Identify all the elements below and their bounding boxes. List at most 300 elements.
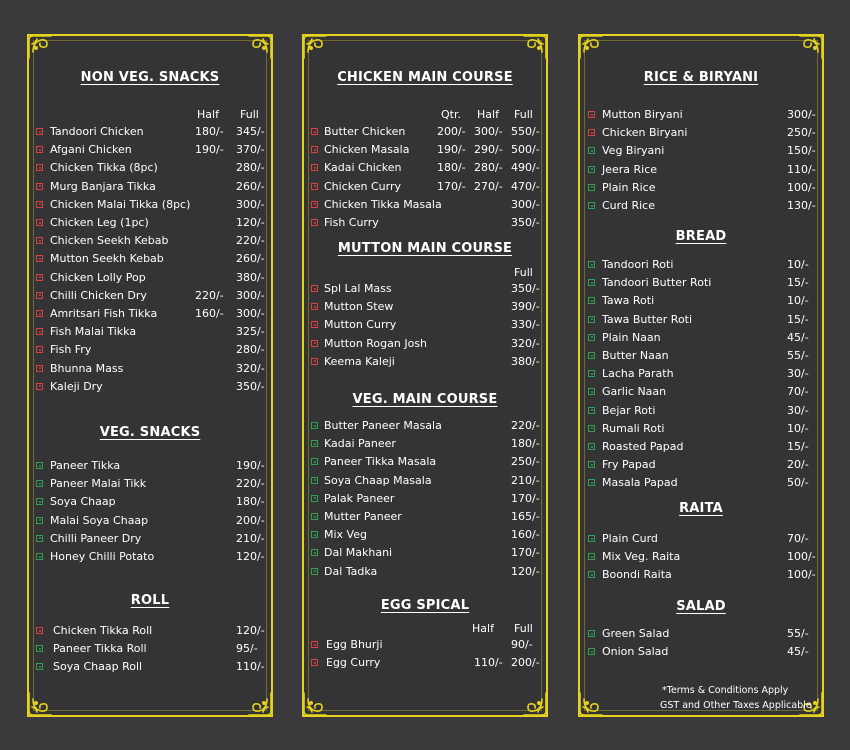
menu-item xyxy=(304,509,546,525)
menu-item-name: Butter Naan xyxy=(602,349,669,362)
menu-item-price: 380/- xyxy=(236,270,265,284)
non-veg-icon xyxy=(36,201,43,208)
non-veg-icon xyxy=(311,659,318,666)
menu-item-price: 180/- xyxy=(437,161,466,175)
menu-item-price: 15/- xyxy=(787,276,809,290)
menu-item-price: 110/- xyxy=(787,162,816,176)
menu-item-price: 180/- xyxy=(511,437,540,451)
menu-item-name: Paneer Tikka Masala xyxy=(324,455,437,469)
veg-icon xyxy=(588,461,595,468)
veg-icon xyxy=(588,479,595,486)
veg-icon xyxy=(588,648,595,655)
veg-icon xyxy=(588,166,595,173)
menu-item-price: 280/- xyxy=(236,343,265,357)
veg-icon xyxy=(588,352,595,359)
menu-item xyxy=(304,124,546,140)
menu-item-price: 160/- xyxy=(195,307,224,320)
menu-item xyxy=(580,457,822,473)
menu-item-price: 345/- xyxy=(236,125,265,138)
menu-item xyxy=(580,312,822,328)
terms-text: *Terms & Conditions Apply xyxy=(662,685,789,696)
veg-icon xyxy=(588,553,595,560)
column-header xyxy=(304,621,546,637)
menu-item-name: Mix Veg xyxy=(324,528,367,542)
menu-item-name: Lacha Parath xyxy=(602,367,674,381)
menu-item-price: 220/- xyxy=(195,288,224,302)
menu-item xyxy=(304,454,546,470)
menu-panel-left xyxy=(27,34,273,717)
menu-item-name: Soya Chaap Masala xyxy=(324,473,432,487)
menu-item-price: 50/- xyxy=(787,476,809,490)
menu-item-price: 90/- xyxy=(511,638,533,651)
menu-item xyxy=(580,366,822,382)
menu-item xyxy=(580,275,822,291)
menu-item-price: 200/- xyxy=(236,513,265,527)
non-veg-icon xyxy=(36,365,43,372)
menu-item-price: 100/- xyxy=(787,568,816,582)
menu-item-name: Mutter Paneer xyxy=(324,510,402,523)
menu-item-name: Chilli Chicken Dry xyxy=(50,288,147,302)
menu-item xyxy=(29,549,271,565)
menu-item-price: 220/- xyxy=(236,234,265,248)
corner-ornament-icon xyxy=(578,34,604,60)
section-title-salad: SALAD xyxy=(676,599,726,614)
veg-icon xyxy=(588,184,595,191)
menu-item-name: Chicken Lolly Pop xyxy=(50,270,146,284)
menu-item xyxy=(29,379,271,395)
column-header xyxy=(29,107,271,123)
menu-item-name: Amritsari Fish Tikka xyxy=(50,307,158,320)
veg-icon xyxy=(36,480,43,487)
menu-item-name: Chicken Tikka Masala xyxy=(324,197,442,211)
corner-ornament-icon xyxy=(302,691,328,717)
menu-item-price: 45/- xyxy=(787,330,809,344)
menu-item-name: Jeera Rice xyxy=(602,162,658,176)
menu-item-price: 170/- xyxy=(511,491,540,505)
non-veg-icon xyxy=(311,201,318,208)
menu-item-price: 30/- xyxy=(787,403,809,417)
section-title-bread: BREAD xyxy=(675,229,727,244)
corner-ornament-icon xyxy=(27,691,53,717)
menu-item xyxy=(580,403,822,419)
non-veg-icon xyxy=(311,303,318,310)
menu-item xyxy=(580,439,822,455)
menu-item-price: 270/- xyxy=(474,179,503,193)
menu-item-price: 370/- xyxy=(236,143,265,157)
veg-icon xyxy=(36,517,43,524)
menu-item-price: 300/- xyxy=(474,125,503,138)
column-header-label: Qtr. xyxy=(441,108,461,121)
menu-item-name: Soya Chaap xyxy=(50,495,116,509)
non-veg-icon xyxy=(36,164,43,171)
veg-icon xyxy=(588,388,595,395)
menu-item-price: 490/- xyxy=(511,161,540,175)
menu-item-price: 300/- xyxy=(787,108,816,121)
menu-item xyxy=(580,531,822,547)
menu-item-name: Mix Veg. Raita xyxy=(602,550,681,564)
menu-item-name: Mutton Curry xyxy=(324,318,397,332)
menu-item-price: 100/- xyxy=(787,180,816,194)
menu-item-name: Fry Papad xyxy=(602,458,656,472)
menu-item-name: Butter Chicken xyxy=(324,125,406,138)
menu-item-name: Chicken Masala xyxy=(324,143,410,157)
section-title-roll: ROLL xyxy=(130,593,170,608)
menu-item xyxy=(580,348,822,364)
menu-item-price: 170/- xyxy=(511,546,540,560)
menu-item-price: 55/- xyxy=(787,627,809,640)
menu-item-price: 70/- xyxy=(787,532,809,545)
menu-item xyxy=(580,162,822,178)
corner-ornament-icon xyxy=(522,691,548,717)
veg-icon xyxy=(311,422,318,429)
non-veg-icon xyxy=(36,237,43,244)
non-veg-icon xyxy=(36,627,43,634)
menu-item xyxy=(580,384,822,400)
menu-item xyxy=(29,215,271,231)
menu-item xyxy=(29,513,271,529)
menu-item-price: 100/- xyxy=(787,550,816,564)
veg-icon xyxy=(36,553,43,560)
menu-item xyxy=(29,197,271,213)
menu-item-name: Veg Biryani xyxy=(602,144,665,158)
menu-item-name: Dal Tadka xyxy=(324,564,378,578)
menu-item-name: Mutton Seekh Kebab xyxy=(50,252,164,266)
menu-item-price: 180/- xyxy=(195,125,224,138)
menu-item-price: 170/- xyxy=(437,179,466,193)
non-veg-icon xyxy=(311,128,318,135)
section-title-chicken-main-course: CHICKEN MAIN COURSE xyxy=(337,70,513,85)
menu-item-name: Mutton Biryani xyxy=(602,108,683,121)
menu-item-name: Paneer Malai Tikk xyxy=(50,477,147,491)
column-header-label: Half xyxy=(197,108,219,121)
menu-item-price: 220/- xyxy=(236,477,265,491)
menu-item xyxy=(304,527,546,543)
menu-item-price: 110/- xyxy=(236,660,265,674)
menu-item-price: 10/- xyxy=(787,294,809,308)
menu-item-price: 10/- xyxy=(787,258,809,271)
menu-item-price: 260/- xyxy=(236,252,265,266)
veg-icon xyxy=(36,663,43,670)
veg-icon xyxy=(311,549,318,556)
menu-item xyxy=(580,626,822,642)
non-veg-icon xyxy=(311,641,318,648)
non-veg-icon xyxy=(36,146,43,153)
non-veg-icon xyxy=(588,111,595,118)
menu-item-price: 110/- xyxy=(474,656,503,670)
veg-icon xyxy=(588,425,595,432)
menu-item xyxy=(29,142,271,158)
veg-icon xyxy=(311,495,318,502)
menu-item-price: 220/- xyxy=(511,419,540,432)
menu-item xyxy=(29,233,271,249)
menu-item-price: 300/- xyxy=(236,307,265,320)
menu-item xyxy=(304,564,546,580)
menu-item-price: 45/- xyxy=(787,645,809,659)
menu-item-name: Murg Banjara Tikka xyxy=(50,179,156,193)
menu-item-name: Kadai Paneer xyxy=(324,437,396,451)
menu-item-price: 15/- xyxy=(787,312,809,326)
non-veg-icon xyxy=(311,164,318,171)
menu-item-name: Tawa Roti xyxy=(602,294,655,308)
menu-item-name: Tandoori Chicken xyxy=(50,125,144,138)
column-header-label: Half xyxy=(472,622,494,635)
non-veg-icon xyxy=(311,146,318,153)
menu-item-name: Plain Curd xyxy=(602,532,658,545)
menu-item-price: 180/- xyxy=(236,495,265,509)
menu-item xyxy=(29,270,271,286)
menu-item xyxy=(304,354,546,370)
menu-item xyxy=(29,306,271,322)
veg-icon xyxy=(311,440,318,447)
menu-item-name: Masala Papad xyxy=(602,476,678,490)
menu-item-price: 120/- xyxy=(236,550,265,563)
veg-icon xyxy=(588,571,595,578)
menu-item xyxy=(580,567,822,583)
menu-item-name: Chicken Malai Tikka (8pc) xyxy=(50,197,191,211)
menu-item-name: Honey Chilli Potato xyxy=(50,550,155,563)
menu-item-name: Roasted Papad xyxy=(602,440,684,453)
menu-item-price: 200/- xyxy=(511,656,540,670)
menu-item-price: 320/- xyxy=(236,361,265,375)
veg-icon xyxy=(588,370,595,377)
menu-item-price: 260/- xyxy=(236,179,265,193)
non-veg-icon xyxy=(311,321,318,328)
veg-icon xyxy=(588,261,595,268)
non-veg-icon xyxy=(36,274,43,281)
menu-item xyxy=(304,655,546,671)
menu-item xyxy=(304,491,546,507)
menu-item-name: Kaleji Dry xyxy=(50,379,103,393)
menu-item xyxy=(29,179,271,195)
menu-item-name: Curd Rice xyxy=(602,199,655,212)
menu-item xyxy=(580,198,822,214)
veg-icon xyxy=(588,630,595,637)
menu-item-name: Spl Lal Mass xyxy=(324,282,392,295)
menu-item-name: Fish Malai Tikka xyxy=(50,325,137,339)
menu-item-price: 10/- xyxy=(787,421,809,435)
menu-item xyxy=(580,125,822,141)
non-veg-icon xyxy=(36,310,43,317)
menu-item xyxy=(29,641,271,657)
menu-panel-middle xyxy=(302,34,548,717)
menu-item-name: Plain Naan xyxy=(602,330,661,344)
menu-item-name: Fish Fry xyxy=(50,343,92,357)
menu-item xyxy=(580,644,822,660)
column-header-label: Full xyxy=(514,622,533,635)
menu-item xyxy=(580,421,822,437)
menu-item-name: Chicken Leg (1pc) xyxy=(50,216,149,229)
menu-item xyxy=(580,257,822,273)
menu-item xyxy=(29,160,271,176)
menu-item xyxy=(304,473,546,489)
non-veg-icon xyxy=(311,358,318,365)
menu-item-name: Palak Paneer xyxy=(324,491,395,505)
veg-icon xyxy=(311,531,318,538)
menu-item-price: 95/- xyxy=(236,642,258,656)
menu-item-price: 280/- xyxy=(236,161,265,175)
menu-item-name: Chicken Tikka (8pc) xyxy=(50,161,158,175)
menu-item-name: Rumali Roti xyxy=(602,421,665,435)
non-veg-icon xyxy=(311,219,318,226)
section-title-veg-main-course: VEG. MAIN COURSE xyxy=(352,392,498,407)
menu-item-name: Soya Chaap Roll xyxy=(53,660,143,674)
menu-item-price: 300/- xyxy=(511,197,540,211)
veg-icon xyxy=(588,202,595,209)
menu-item-price: 550/- xyxy=(511,125,540,138)
menu-item-price: 500/- xyxy=(511,143,540,157)
menu-item-price: 120/- xyxy=(236,624,265,637)
menu-item-price: 290/- xyxy=(474,143,503,157)
veg-icon xyxy=(588,297,595,304)
veg-icon xyxy=(588,147,595,154)
menu-item-price: 350/- xyxy=(511,282,540,295)
veg-icon xyxy=(36,462,43,469)
column-header xyxy=(304,265,546,281)
menu-item-name: Paneer Tikka Roll xyxy=(53,642,147,656)
menu-item-name: Paneer Tikka xyxy=(50,459,121,472)
non-veg-icon xyxy=(311,183,318,190)
non-veg-icon xyxy=(311,285,318,292)
veg-icon xyxy=(588,334,595,341)
menu-item-name: Butter Paneer Masala xyxy=(324,419,442,432)
menu-item xyxy=(304,418,546,434)
non-veg-icon xyxy=(311,340,318,347)
menu-item xyxy=(304,436,546,452)
menu-item xyxy=(304,142,546,158)
corner-ornament-icon xyxy=(522,34,548,60)
menu-item xyxy=(29,342,271,358)
menu-item xyxy=(304,160,546,176)
veg-icon xyxy=(588,443,595,450)
menu-item-price: 55/- xyxy=(787,349,809,362)
menu-item xyxy=(29,531,271,547)
menu-item xyxy=(29,623,271,639)
veg-icon xyxy=(311,477,318,484)
section-title-raita: RAITA xyxy=(679,501,723,516)
menu-item xyxy=(29,251,271,267)
menu-item-price: 150/- xyxy=(787,144,816,158)
menu-item-price: 190/- xyxy=(195,143,224,157)
tax-text: GST and Other Taxes Applicable xyxy=(660,700,812,711)
menu-item xyxy=(304,281,546,297)
menu-item-name: Boondi Raita xyxy=(602,568,672,582)
column-header-label: Half xyxy=(477,108,499,121)
non-veg-icon xyxy=(36,292,43,299)
corner-ornament-icon xyxy=(302,34,328,60)
menu-item-name: Kadai Chicken xyxy=(324,161,402,175)
menu-item xyxy=(29,361,271,377)
menu-item xyxy=(304,545,546,561)
veg-icon xyxy=(36,535,43,542)
veg-icon xyxy=(311,513,318,520)
menu-item xyxy=(29,494,271,510)
menu-item xyxy=(304,197,546,213)
veg-icon xyxy=(588,279,595,286)
corner-ornament-icon xyxy=(247,34,273,60)
column-header-label: Full xyxy=(514,266,533,279)
menu-item-price: 300/- xyxy=(236,288,265,302)
menu-item-price: 280/- xyxy=(474,161,503,175)
menu-item-price: 20/- xyxy=(787,458,809,472)
menu-item xyxy=(580,143,822,159)
menu-item-name: Bejar Roti xyxy=(602,403,656,417)
menu-item xyxy=(580,180,822,196)
menu-item-name: Keema Kaleji xyxy=(324,354,395,368)
veg-icon xyxy=(36,645,43,652)
menu-item-price: 250/- xyxy=(511,455,540,469)
section-title-egg-spical: EGG SPICAL xyxy=(380,598,470,613)
menu-item-price: 350/- xyxy=(236,379,265,393)
menu-item-name: Egg Curry xyxy=(326,656,381,670)
menu-item-name: Tawa Butter Roti xyxy=(602,312,693,326)
menu-item-price: 120/- xyxy=(236,216,265,229)
column-header-label: Full xyxy=(514,108,533,121)
menu-item-price: 120/- xyxy=(511,564,540,578)
menu-item-price: 325/- xyxy=(236,325,265,339)
menu-item-name: Onion Salad xyxy=(602,645,669,659)
corner-ornament-icon xyxy=(27,34,53,60)
menu-item-price: 470/- xyxy=(511,179,540,193)
non-veg-icon xyxy=(36,328,43,335)
veg-icon xyxy=(588,316,595,323)
menu-item xyxy=(304,179,546,195)
menu-item-name: Egg Bhurji xyxy=(326,638,383,651)
menu-item xyxy=(29,458,271,474)
section-title-veg-snacks: VEG. SNACKS xyxy=(99,425,201,440)
non-veg-icon xyxy=(36,383,43,390)
menu-panel-right xyxy=(578,34,824,717)
menu-item-price: 15/- xyxy=(787,440,809,453)
menu-item xyxy=(580,549,822,565)
menu-item-price: 350/- xyxy=(511,216,540,229)
menu-item xyxy=(580,330,822,346)
veg-icon xyxy=(311,458,318,465)
non-veg-icon xyxy=(36,128,43,135)
menu-item-name: Mutton Stew xyxy=(324,300,394,314)
menu-item xyxy=(304,336,546,352)
menu-item xyxy=(29,476,271,492)
menu-item-price: 210/- xyxy=(511,473,540,487)
menu-item-name: Chilli Paneer Dry xyxy=(50,531,142,545)
menu-item xyxy=(29,124,271,140)
menu-item-name: Green Salad xyxy=(602,627,670,640)
section-title-mutton-main-course: MUTTON MAIN COURSE xyxy=(337,241,513,256)
menu-item xyxy=(304,299,546,315)
menu-item-price: 165/- xyxy=(511,510,540,523)
corner-ornament-icon xyxy=(578,691,604,717)
non-veg-icon xyxy=(36,346,43,353)
veg-icon xyxy=(588,407,595,414)
menu-item-name: Chicken Biryani xyxy=(602,126,688,140)
menu-item-price: 210/- xyxy=(236,531,265,545)
menu-item-price: 130/- xyxy=(787,199,816,212)
menu-item xyxy=(580,475,822,491)
menu-item-name: Chicken Tikka Roll xyxy=(53,624,153,637)
non-veg-icon xyxy=(36,219,43,226)
menu-item xyxy=(29,659,271,675)
veg-icon xyxy=(588,535,595,542)
menu-item-price: 30/- xyxy=(787,367,809,381)
menu-item xyxy=(580,293,822,309)
menu-item xyxy=(29,324,271,340)
menu-item-name: Tandoori Roti xyxy=(602,258,674,271)
menu-item-price: 390/- xyxy=(511,300,540,314)
column-header-label: Full xyxy=(240,108,259,121)
corner-ornament-icon xyxy=(247,691,273,717)
menu-item-name: Mutton Rogan Josh xyxy=(324,336,428,350)
menu-item-price: 320/- xyxy=(511,336,540,350)
menu-item-name: Malai Soya Chaap xyxy=(50,513,149,527)
